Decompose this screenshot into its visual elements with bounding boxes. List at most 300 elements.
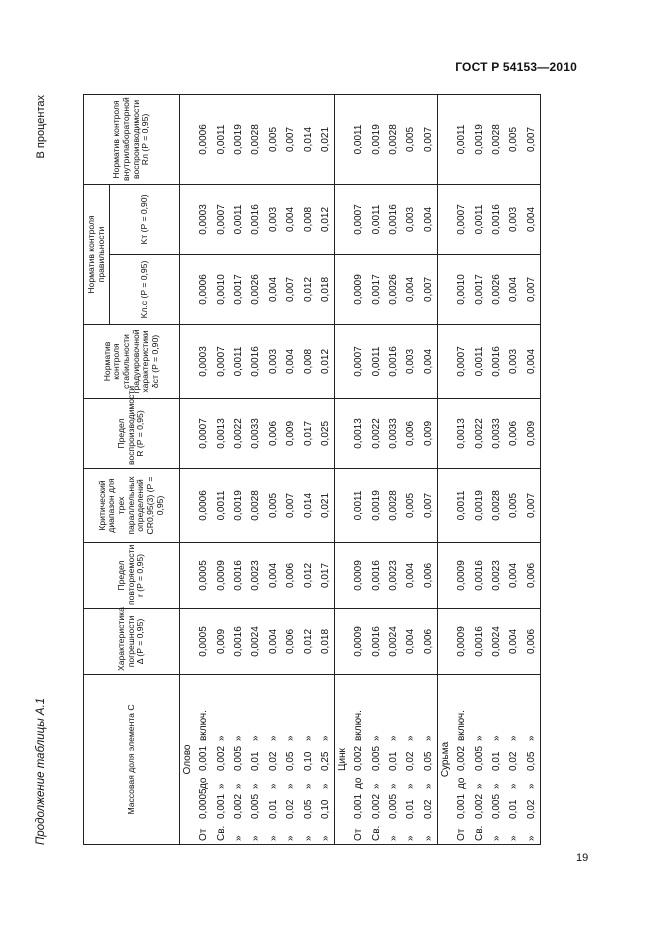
value-cell: 0,0028 bbox=[385, 469, 402, 543]
value-cell: 0,0033 bbox=[488, 399, 505, 469]
value-cell: 0,0011 bbox=[368, 184, 385, 254]
range-cell bbox=[453, 675, 470, 845]
group-header-row bbox=[335, 94, 351, 844]
table-row bbox=[195, 94, 212, 844]
range-part-a: 0,001 bbox=[353, 793, 365, 819]
empty-cell bbox=[438, 399, 454, 469]
value-cell: 0,021 bbox=[317, 94, 335, 184]
value-cell: 0,012 bbox=[299, 543, 316, 609]
range-part-p: » bbox=[302, 835, 314, 841]
range-part-c: » bbox=[232, 735, 244, 741]
range-part-c: » bbox=[215, 735, 227, 741]
range-part-c: » bbox=[473, 735, 485, 741]
value-cell: 0,003 bbox=[265, 184, 282, 254]
value-cell: 0,009 bbox=[523, 399, 541, 469]
empty-cell bbox=[180, 543, 196, 609]
range-cell bbox=[505, 675, 522, 845]
range-part-b: 0,005 bbox=[473, 745, 485, 771]
range-part-c: включ. bbox=[198, 710, 210, 741]
value-cell: 0,006 bbox=[523, 609, 541, 675]
range-part-a: 0,002 bbox=[473, 793, 485, 819]
range-part-b: 0,02 bbox=[267, 751, 279, 771]
value-cell: 0,0006 bbox=[195, 255, 212, 325]
empty-cell bbox=[335, 325, 351, 399]
range-part-b: 0,01 bbox=[388, 751, 400, 771]
empty-cell bbox=[438, 469, 454, 543]
empty-cell bbox=[335, 469, 351, 543]
value-cell: 0,0017 bbox=[230, 255, 247, 325]
value-cell: 0,0019 bbox=[230, 94, 247, 184]
value-cell: 0,0033 bbox=[385, 399, 402, 469]
rotated-table-region bbox=[35, 95, 593, 845]
value-cell: 0,004 bbox=[402, 609, 419, 675]
value-cell: 0,0019 bbox=[470, 469, 487, 543]
range-part-b: 0,02 bbox=[405, 751, 417, 771]
table-body bbox=[180, 94, 541, 844]
range-cell bbox=[317, 675, 335, 845]
value-cell: 0,005 bbox=[505, 469, 522, 543]
value-cell: 0,0007 bbox=[453, 184, 470, 254]
range-part-d: » bbox=[267, 783, 279, 789]
value-cell: 0,0005 bbox=[195, 609, 212, 675]
table-caption: Продолжение таблицы А.1 bbox=[35, 697, 47, 845]
value-cell: 0,0011 bbox=[212, 469, 229, 543]
value-cell: 0,0011 bbox=[470, 184, 487, 254]
value-cell: 0,004 bbox=[402, 543, 419, 609]
table-row bbox=[350, 94, 367, 844]
value-cell: 0,0016 bbox=[385, 184, 402, 254]
value-cell: 0,005 bbox=[505, 94, 522, 184]
value-cell: 0,0007 bbox=[195, 399, 212, 469]
empty-cell bbox=[335, 543, 351, 609]
value-cell: 0,0007 bbox=[350, 184, 367, 254]
range-part-a: 0,05 bbox=[302, 799, 314, 819]
value-cell: 0,003 bbox=[402, 325, 419, 399]
range-cell bbox=[247, 675, 264, 845]
value-cell: 0,017 bbox=[317, 543, 335, 609]
range-part-c: » bbox=[405, 735, 417, 741]
table-row bbox=[385, 94, 402, 844]
range-part-a: 0,002 bbox=[232, 793, 244, 819]
range-part-c: » bbox=[302, 735, 314, 741]
element-group-name: Сурьма bbox=[438, 675, 454, 845]
header-critical-range: Критический диапазон для трех параллельных определений CR0,95(3) (P = 0,95) bbox=[84, 469, 180, 543]
value-cell: 0,007 bbox=[420, 94, 438, 184]
value-cell: 0,004 bbox=[265, 609, 282, 675]
value-cell: 0,0003 bbox=[195, 325, 212, 399]
range-cell bbox=[470, 675, 487, 845]
table-row bbox=[488, 94, 505, 844]
document-header: ГОСТ Р 54153—2010 bbox=[455, 60, 577, 74]
table-row bbox=[505, 94, 522, 844]
value-cell: 0,006 bbox=[420, 609, 438, 675]
value-cell: 0,004 bbox=[505, 543, 522, 609]
range-part-p: » bbox=[525, 835, 537, 841]
empty-cell bbox=[335, 255, 351, 325]
empty-cell bbox=[335, 94, 351, 184]
empty-cell bbox=[180, 609, 196, 675]
value-cell: 0,007 bbox=[420, 255, 438, 325]
range-part-c: включ. bbox=[456, 710, 468, 741]
range-part-b: 0,10 bbox=[302, 751, 314, 771]
element-group-name: Цинк bbox=[335, 675, 351, 845]
value-cell: 0,006 bbox=[420, 543, 438, 609]
value-cell: 0,006 bbox=[282, 543, 299, 609]
element-group-name: Олово bbox=[180, 675, 196, 845]
table-row bbox=[420, 94, 438, 844]
range-part-d: » bbox=[302, 783, 314, 789]
range-part-p: » bbox=[388, 835, 400, 841]
value-cell: 0,004 bbox=[505, 609, 522, 675]
value-cell: 0,0007 bbox=[350, 325, 367, 399]
value-cell: 0,0022 bbox=[230, 399, 247, 469]
table-row bbox=[282, 94, 299, 844]
value-cell: 0,0016 bbox=[470, 609, 487, 675]
value-cell: 0,004 bbox=[420, 325, 438, 399]
units-note: В процентах bbox=[35, 95, 47, 159]
range-part-d: » bbox=[285, 783, 297, 789]
value-cell: 0,025 bbox=[317, 399, 335, 469]
range-part-a: 0,005 bbox=[250, 793, 262, 819]
value-cell: 0,0016 bbox=[488, 184, 505, 254]
value-cell: 0,0009 bbox=[350, 609, 367, 675]
range-part-a: 0,001 bbox=[215, 793, 227, 819]
value-cell: 0,0009 bbox=[350, 543, 367, 609]
value-cell: 0,0023 bbox=[247, 543, 264, 609]
range-part-b: 0,002 bbox=[215, 745, 227, 771]
value-cell: 0,0019 bbox=[230, 469, 247, 543]
value-cell: 0,008 bbox=[299, 325, 316, 399]
value-cell: 0,0022 bbox=[470, 399, 487, 469]
value-cell: 0,0011 bbox=[350, 94, 367, 184]
header-intralab-reproducibility: Норматив контроля внутрилабораторной воспроизводимости Rл (P = 0,95) bbox=[84, 94, 180, 184]
range-part-c: » bbox=[319, 735, 331, 741]
empty-cell bbox=[438, 255, 454, 325]
value-cell: 0,0023 bbox=[385, 543, 402, 609]
value-cell: 0,005 bbox=[265, 94, 282, 184]
value-cell: 0,005 bbox=[402, 469, 419, 543]
range-cell bbox=[385, 675, 402, 845]
header-calibration-stability: Норматив контроля стабильности градуировочной характеристики δст (P = 0,90) bbox=[84, 325, 180, 399]
header-accuracy-control: Норматив контроля правильности bbox=[84, 184, 110, 324]
value-cell: 0,0011 bbox=[230, 325, 247, 399]
value-cell: 0,012 bbox=[299, 609, 316, 675]
value-cell: 0,0024 bbox=[247, 609, 264, 675]
value-cell: 0,006 bbox=[282, 609, 299, 675]
table-row bbox=[523, 94, 541, 844]
range-cell bbox=[195, 675, 212, 845]
table-row bbox=[453, 94, 470, 844]
value-cell: 0,0016 bbox=[488, 325, 505, 399]
value-cell: 0,004 bbox=[282, 325, 299, 399]
range-part-c: » bbox=[267, 735, 279, 741]
value-cell: 0,021 bbox=[317, 469, 335, 543]
range-part-p: » bbox=[319, 835, 331, 841]
range-part-p: Св. bbox=[473, 825, 485, 841]
range-part-p: » bbox=[285, 835, 297, 841]
data-table bbox=[83, 94, 541, 845]
range-part-p: » bbox=[232, 835, 244, 841]
empty-cell bbox=[438, 543, 454, 609]
range-part-c: включ. bbox=[353, 710, 365, 741]
value-cell: 0,004 bbox=[523, 325, 541, 399]
range-part-d: » bbox=[319, 783, 331, 789]
range-cell bbox=[212, 675, 229, 845]
range-part-d: до bbox=[198, 777, 210, 789]
value-cell: 0,0010 bbox=[453, 255, 470, 325]
value-cell: 0,004 bbox=[523, 184, 541, 254]
header-repeatability-limit: Предел повторяемости r (P = 0,95) bbox=[84, 543, 180, 609]
range-part-p: » bbox=[491, 835, 503, 841]
value-cell: 0,007 bbox=[282, 94, 299, 184]
range-part-b: 0,05 bbox=[525, 751, 537, 771]
value-cell: 0,004 bbox=[505, 255, 522, 325]
value-cell: 0,004 bbox=[282, 184, 299, 254]
range-cell bbox=[488, 675, 505, 845]
value-cell: 0,0033 bbox=[247, 399, 264, 469]
range-part-p: От bbox=[456, 828, 468, 841]
value-cell: 0,005 bbox=[402, 94, 419, 184]
value-cell: 0,0013 bbox=[212, 399, 229, 469]
range-part-d: » bbox=[508, 783, 520, 789]
range-part-p: » bbox=[267, 835, 279, 841]
header-mass-fraction: Массовая доля элемента C bbox=[84, 675, 180, 845]
value-cell: 0,0016 bbox=[470, 543, 487, 609]
range-part-a: 0,02 bbox=[525, 799, 537, 819]
value-cell: 0,0010 bbox=[212, 255, 229, 325]
value-cell: 0,0017 bbox=[470, 255, 487, 325]
range-part-c: » bbox=[370, 735, 382, 741]
range-part-d: » bbox=[250, 783, 262, 789]
empty-cell bbox=[438, 325, 454, 399]
value-cell: 0,0024 bbox=[385, 609, 402, 675]
value-cell: 0,004 bbox=[265, 255, 282, 325]
empty-cell bbox=[180, 255, 196, 325]
header-error-characteristic: Характеристика погрешности Δ (P = 0,95) bbox=[84, 609, 180, 675]
range-part-a: 0,01 bbox=[405, 799, 417, 819]
range-part-a: 0,0005 bbox=[198, 788, 210, 819]
value-cell: 0,0011 bbox=[212, 94, 229, 184]
value-cell: 0,014 bbox=[299, 469, 316, 543]
range-part-b: 0,005 bbox=[232, 745, 244, 771]
value-cell: 0,0026 bbox=[385, 255, 402, 325]
range-part-c: » bbox=[388, 735, 400, 741]
range-part-p: » bbox=[250, 835, 262, 841]
value-cell: 0,0022 bbox=[368, 399, 385, 469]
value-cell: 0,005 bbox=[265, 469, 282, 543]
range-part-c: » bbox=[422, 735, 434, 741]
value-cell: 0,0016 bbox=[230, 609, 247, 675]
empty-cell bbox=[438, 609, 454, 675]
page-number: 19 bbox=[576, 852, 589, 864]
table-row bbox=[368, 94, 385, 844]
range-cell bbox=[368, 675, 385, 845]
group-header-row bbox=[180, 94, 196, 844]
empty-cell bbox=[180, 469, 196, 543]
range-part-a: 0,01 bbox=[508, 799, 520, 819]
range-cell bbox=[282, 675, 299, 845]
value-cell: 0,004 bbox=[420, 184, 438, 254]
range-part-a: 0,01 bbox=[267, 799, 279, 819]
value-cell: 0,0016 bbox=[368, 609, 385, 675]
value-cell: 0,006 bbox=[505, 399, 522, 469]
value-cell: 0,0028 bbox=[385, 94, 402, 184]
value-cell: 0,007 bbox=[282, 469, 299, 543]
value-cell: 0,0003 bbox=[195, 184, 212, 254]
range-part-d: » bbox=[473, 783, 485, 789]
value-cell: 0,009 bbox=[420, 399, 438, 469]
value-cell: 0,003 bbox=[505, 184, 522, 254]
value-cell: 0,004 bbox=[402, 255, 419, 325]
table-row bbox=[265, 94, 282, 844]
range-part-d: » bbox=[405, 783, 417, 789]
range-part-p: Св. bbox=[370, 825, 382, 841]
value-cell: 0,018 bbox=[317, 609, 335, 675]
range-part-c: » bbox=[285, 735, 297, 741]
range-part-b: 0,001 bbox=[198, 745, 210, 771]
table-row bbox=[212, 94, 229, 844]
table-row bbox=[470, 94, 487, 844]
range-part-d: до bbox=[456, 777, 468, 789]
table-row bbox=[299, 94, 316, 844]
range-cell bbox=[299, 675, 316, 845]
value-cell: 0,006 bbox=[523, 543, 541, 609]
range-part-c: » bbox=[525, 735, 537, 741]
range-part-d: до bbox=[353, 777, 365, 789]
range-part-a: 0,005 bbox=[388, 793, 400, 819]
range-cell bbox=[523, 675, 541, 845]
range-cell bbox=[350, 675, 367, 845]
value-cell: 0,006 bbox=[265, 399, 282, 469]
range-part-b: 0,05 bbox=[285, 751, 297, 771]
value-cell: 0,0011 bbox=[350, 469, 367, 543]
value-cell: 0,009 bbox=[282, 399, 299, 469]
range-cell bbox=[402, 675, 419, 845]
range-part-d: » bbox=[232, 783, 244, 789]
range-part-a: 0,02 bbox=[285, 799, 297, 819]
value-cell: 0,0019 bbox=[368, 469, 385, 543]
range-part-a: 0,005 bbox=[491, 793, 503, 819]
value-cell: 0,003 bbox=[402, 184, 419, 254]
value-cell: 0,007 bbox=[420, 469, 438, 543]
value-cell: 0,0016 bbox=[247, 184, 264, 254]
header-k-lc: Kл.с (P = 0,95) bbox=[110, 255, 180, 325]
value-cell: 0,0011 bbox=[453, 469, 470, 543]
value-cell: 0,014 bbox=[299, 94, 316, 184]
range-part-d: » bbox=[388, 783, 400, 789]
value-cell: 0,0024 bbox=[488, 609, 505, 675]
value-cell: 0,018 bbox=[317, 255, 335, 325]
value-cell: 0,0011 bbox=[453, 94, 470, 184]
value-cell: 0,0007 bbox=[453, 325, 470, 399]
range-part-d: » bbox=[370, 783, 382, 789]
value-cell: 0,0013 bbox=[350, 399, 367, 469]
range-part-p: » bbox=[422, 835, 434, 841]
value-cell: 0,012 bbox=[317, 325, 335, 399]
value-cell: 0,0009 bbox=[212, 543, 229, 609]
value-cell: 0,0013 bbox=[453, 399, 470, 469]
value-cell: 0,017 bbox=[299, 399, 316, 469]
value-cell: 0,012 bbox=[299, 255, 316, 325]
table-row bbox=[317, 94, 335, 844]
range-part-b: 0,05 bbox=[422, 751, 434, 771]
value-cell: 0,0006 bbox=[195, 94, 212, 184]
value-cell: 0,007 bbox=[282, 255, 299, 325]
empty-cell bbox=[335, 184, 351, 254]
value-cell: 0,007 bbox=[523, 255, 541, 325]
range-part-p: » bbox=[405, 835, 417, 841]
range-part-b: 0,02 bbox=[508, 751, 520, 771]
range-part-p: От bbox=[353, 828, 365, 841]
range-part-a: 0,002 bbox=[370, 793, 382, 819]
value-cell: 0,0005 bbox=[195, 543, 212, 609]
value-cell: 0,009 bbox=[212, 609, 229, 675]
value-cell: 0,007 bbox=[523, 94, 541, 184]
value-cell: 0,0026 bbox=[488, 255, 505, 325]
range-part-c: » bbox=[491, 735, 503, 741]
empty-cell bbox=[438, 184, 454, 254]
range-part-p: Св. bbox=[215, 825, 227, 841]
empty-cell bbox=[180, 94, 196, 184]
empty-cell bbox=[335, 609, 351, 675]
value-cell: 0,004 bbox=[265, 543, 282, 609]
value-cell: 0,0016 bbox=[368, 543, 385, 609]
range-part-d: » bbox=[491, 783, 503, 789]
value-cell: 0,0023 bbox=[488, 543, 505, 609]
range-part-p: От bbox=[198, 828, 210, 841]
table-row bbox=[230, 94, 247, 844]
value-cell: 0,0011 bbox=[368, 325, 385, 399]
value-cell: 0,0011 bbox=[470, 325, 487, 399]
value-cell: 0,0009 bbox=[350, 255, 367, 325]
range-part-a: 0,001 bbox=[456, 793, 468, 819]
value-cell: 0,0009 bbox=[453, 609, 470, 675]
empty-cell bbox=[438, 94, 454, 184]
empty-cell bbox=[180, 184, 196, 254]
range-part-d: » bbox=[215, 783, 227, 789]
value-cell: 0,0016 bbox=[230, 543, 247, 609]
value-cell: 0,0007 bbox=[212, 325, 229, 399]
header-reproducibility-limit: Предел воспроизводимости R (P = 0,95) bbox=[84, 399, 180, 469]
value-cell: 0,0016 bbox=[385, 325, 402, 399]
value-cell: 0,012 bbox=[317, 184, 335, 254]
empty-cell bbox=[180, 325, 196, 399]
value-cell: 0,0028 bbox=[488, 94, 505, 184]
value-cell: 0,0028 bbox=[247, 94, 264, 184]
value-cell: 0,0019 bbox=[368, 94, 385, 184]
range-part-a: 0,02 bbox=[422, 799, 434, 819]
range-part-b: 0,002 bbox=[456, 745, 468, 771]
empty-cell bbox=[180, 399, 196, 469]
value-cell: 0,0019 bbox=[470, 94, 487, 184]
value-cell: 0,0009 bbox=[453, 543, 470, 609]
range-part-c: » bbox=[250, 735, 262, 741]
range-part-b: 0,002 bbox=[353, 745, 365, 771]
range-cell bbox=[420, 675, 438, 845]
value-cell: 0,003 bbox=[505, 325, 522, 399]
range-cell bbox=[230, 675, 247, 845]
header-k-t: Kт (P = 0,90) bbox=[110, 184, 180, 254]
value-cell: 0,0017 bbox=[368, 255, 385, 325]
value-cell: 0,0007 bbox=[212, 184, 229, 254]
value-cell: 0,0006 bbox=[195, 469, 212, 543]
range-part-b: 0,01 bbox=[491, 751, 503, 771]
value-cell: 0,0028 bbox=[488, 469, 505, 543]
range-part-b: 0,005 bbox=[370, 745, 382, 771]
range-part-c: » bbox=[508, 735, 520, 741]
range-part-a: 0,10 bbox=[319, 799, 331, 819]
range-part-p: » bbox=[508, 835, 520, 841]
